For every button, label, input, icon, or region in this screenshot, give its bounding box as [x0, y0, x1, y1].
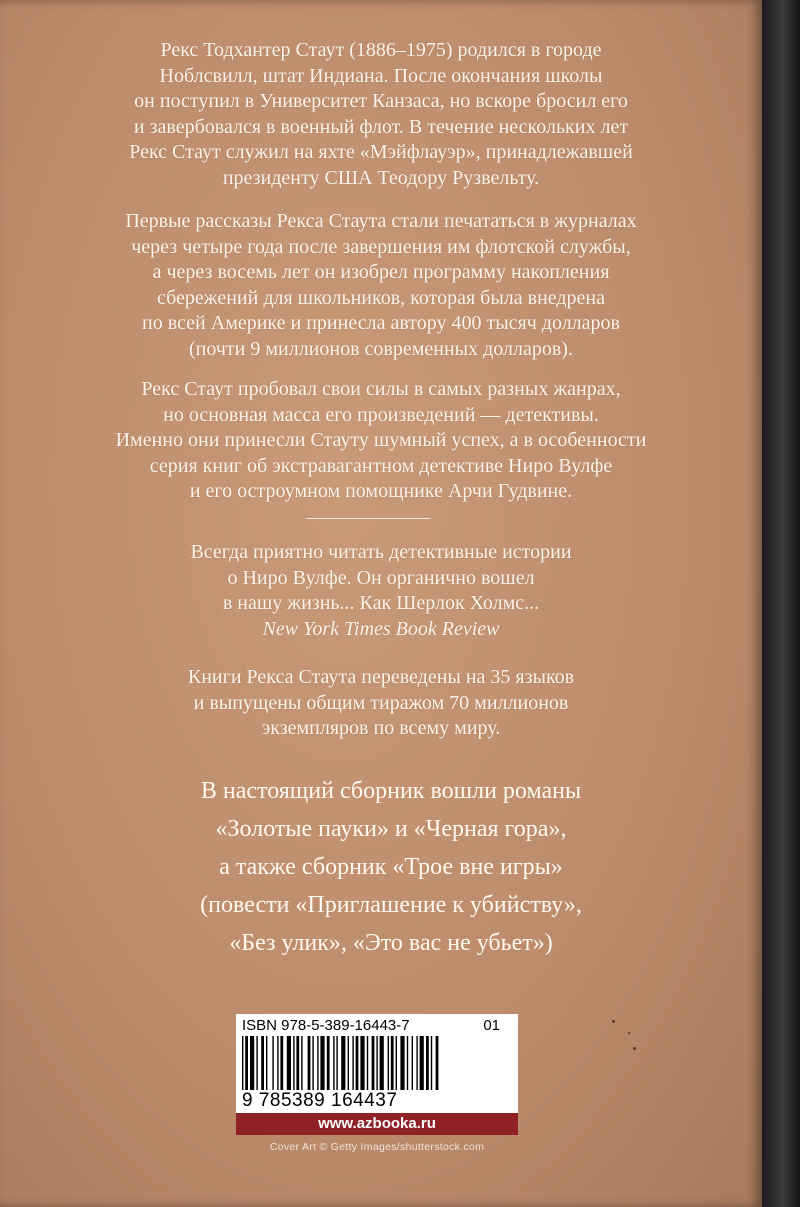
quote-line: Всегда приятно читать детективные истории	[190, 541, 572, 563]
career-line: сбережений для школьников, которая была внедрена	[156, 286, 606, 309]
barcode-bar	[416, 1036, 417, 1090]
contents-line: а также сборник «Трое вне игры»	[219, 854, 563, 880]
paper-speck	[612, 1020, 615, 1023]
barcode-bar	[277, 1036, 278, 1090]
barcode-bar	[317, 1036, 318, 1090]
bio-line: Рекс Тодхантер Стаут (1886–1975) родился в городе	[160, 39, 602, 61]
barcode-bar	[336, 1036, 337, 1090]
barcode-bar	[245, 1036, 248, 1090]
barcode-bar	[301, 1036, 302, 1090]
career-line: через четыре года после завершения им флотской службы,	[131, 235, 631, 258]
barcode-bar	[436, 1036, 439, 1090]
barcode-bar	[356, 1036, 359, 1090]
barcode-bar	[293, 1036, 294, 1090]
author-bio-paragraph	[40, 38, 722, 191]
contents-line: В настоящий сборник вошли романы	[200, 778, 582, 804]
genres-line: и его остроумном помощнике Арчи Гудвине.	[189, 480, 573, 502]
review-quote	[40, 540, 722, 642]
barcode-bar	[388, 1036, 389, 1090]
career-paragraph	[40, 209, 722, 362]
barcode-bar	[261, 1036, 264, 1090]
quote-line: о Ниро Вулфе. Он органично вошел	[227, 566, 535, 589]
barcode-bar	[400, 1036, 404, 1090]
barcode-bar	[352, 1036, 353, 1090]
paper-speck	[633, 1047, 636, 1050]
contents-paragraph	[40, 772, 742, 962]
barcode-bar	[333, 1036, 334, 1090]
career-line: Первые рассказы Рекса Стаута стали печататься в журналах	[125, 210, 637, 232]
barcode-bar	[250, 1036, 254, 1090]
barcode-bar	[367, 1036, 368, 1090]
publisher-url: www.azbooka.ru	[236, 1113, 518, 1135]
section-divider	[306, 518, 430, 519]
barcode-digits: 9 785389 164437	[242, 1090, 398, 1111]
barcode-bar	[242, 1036, 243, 1090]
stats-line: и выпущены общим тиражом 70 миллионов	[193, 691, 569, 714]
barcode-bar	[412, 1036, 413, 1090]
barcode-bar	[287, 1036, 291, 1090]
isbn-barcode	[236, 1014, 518, 1135]
barcode-bar	[256, 1036, 257, 1090]
barcode-bar	[348, 1036, 349, 1090]
barcode-bar	[272, 1036, 273, 1090]
barcode-bar	[372, 1036, 375, 1090]
bio-line: Рекс Стаут служил на яхте «Мэйфлауэр», принадлежавшей	[129, 141, 633, 163]
barcode-bar	[296, 1036, 299, 1090]
barcode-bar	[308, 1036, 311, 1090]
barcode-bar	[327, 1036, 330, 1090]
barcode-bar	[396, 1036, 397, 1090]
genres-line: Именно они принесли Стауту шумный успех, а в особенности	[115, 429, 647, 451]
cover-art-credit: Cover Art © Getty Images/shutterstock.com	[269, 1141, 485, 1153]
genres-line: серия книг об экстравагантном детективе Ниро Вулфе	[149, 454, 613, 477]
barcode-bar	[341, 1036, 345, 1090]
bio-line: президенту США Теодору Рузвельту.	[222, 166, 540, 189]
barcode-bar	[266, 1036, 267, 1090]
genres-line: но основная масса его произведений — детективы.	[163, 403, 599, 426]
contents-line: «Без улик», «Это вас не убьет»)	[229, 930, 553, 956]
barcode-bar	[420, 1036, 424, 1090]
barcode-bar	[376, 1036, 377, 1090]
bio-line: и завербовался в военный флот. В течение нескольких лет	[133, 115, 629, 138]
career-line: по всей Америке и принесла автору 400 тысяч долларов	[142, 312, 620, 334]
bio-line: Ноблсвилл, штат Индиана. После окончания школы	[159, 64, 603, 87]
barcode-bar	[380, 1036, 384, 1090]
barcode-bar	[320, 1036, 324, 1090]
bio-line: он поступил в Университет Канзаса, но вскоре бросил его	[134, 90, 628, 112]
barcode-bar	[407, 1036, 408, 1090]
stats-line: Книги Рекса Стаута переведены на 35 языков	[187, 666, 575, 688]
quote-source: New York Times Book Review	[262, 617, 500, 640]
paper-speck	[628, 1032, 630, 1034]
stats-paragraph	[40, 665, 722, 742]
book-spine-edge	[762, 0, 800, 1207]
barcode-bar	[312, 1036, 313, 1090]
career-line: (почти 9 миллионов современных долларов).	[189, 337, 573, 360]
barcode-bar	[280, 1036, 283, 1090]
barcode-bar	[431, 1036, 432, 1090]
barcode-bar	[391, 1036, 394, 1090]
isbn-label: ISBN 978-5-389-16443-7	[242, 1017, 410, 1034]
barcode-bar	[426, 1036, 429, 1090]
genres-paragraph	[40, 377, 722, 505]
barcode-bar	[360, 1036, 364, 1090]
isbn-addon: 01	[483, 1017, 500, 1034]
contents-line: «Золотые пауки» и «Черная гора»,	[215, 816, 567, 842]
quote-line: в нашу жизнь... Как Шерлок Холмс...	[222, 592, 540, 614]
barcode-bars	[242, 1036, 512, 1090]
stats-line: экземпляров по всему миру.	[261, 717, 501, 739]
career-line: а через восемь лет он изобрел программу накопления	[152, 261, 610, 283]
contents-line: (повести «Приглашение к убийству»,	[200, 892, 582, 918]
genres-line: Рекс Стаут пробовал свои силы в самых разных жанрах,	[141, 378, 621, 400]
